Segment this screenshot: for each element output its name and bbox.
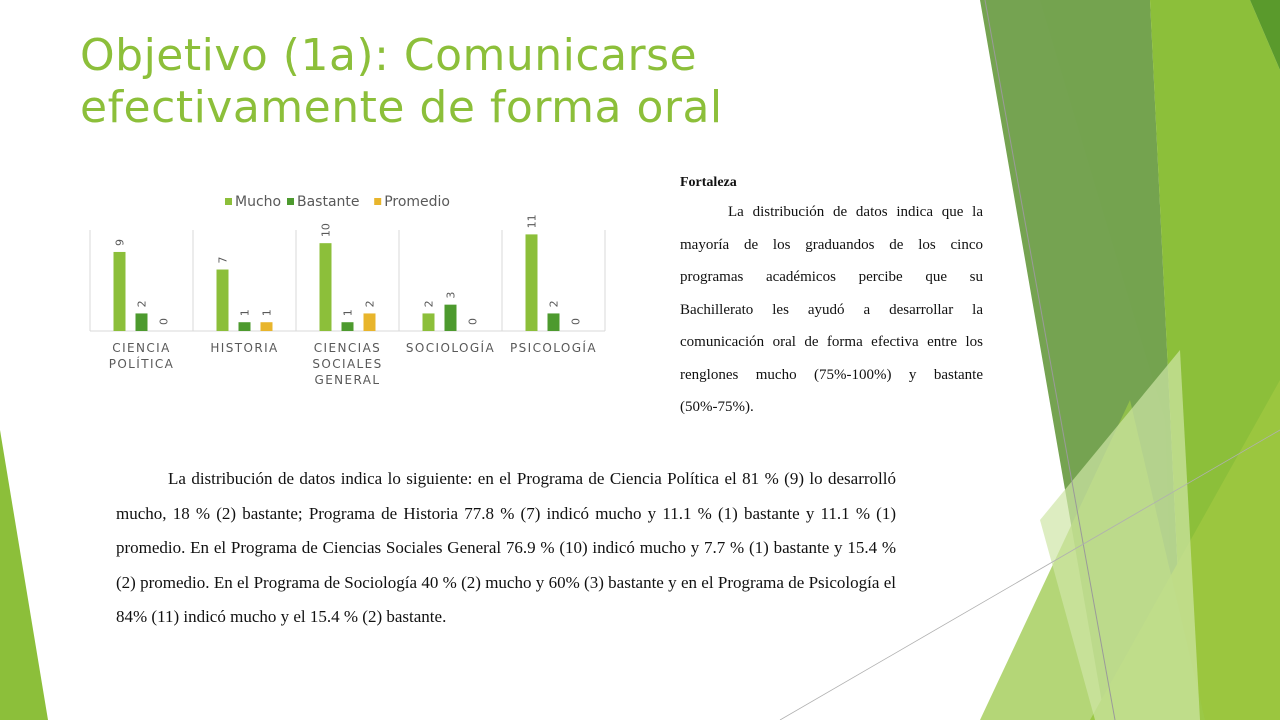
- category-label-4-0: PSICOLOGÍA: [510, 341, 597, 355]
- data-label-0-0: 9: [113, 238, 127, 246]
- data-label-4-2: 0: [569, 318, 583, 325]
- strength-heading: Fortaleza: [680, 175, 737, 190]
- data-label-3-0: 2: [422, 300, 436, 308]
- category-label-2-0: CIENCIAS: [313, 341, 382, 355]
- bar-0-0: [114, 252, 126, 331]
- category-label-3-0: SOCIOLOGÍA: [405, 341, 496, 355]
- bar-4-1: [548, 313, 560, 331]
- data-label-0-1: 2: [135, 300, 149, 308]
- bar-2-0: [320, 243, 332, 331]
- data-label-0-2: 0: [157, 318, 171, 325]
- bar-0-1: [136, 313, 148, 331]
- legend-label-2: Promedio: [384, 194, 451, 210]
- category-label-1-0: HISTORIA: [210, 341, 279, 355]
- bar-1-0: [217, 270, 229, 331]
- data-label-4-0: 11: [525, 214, 539, 229]
- data-label-1-0: 7: [216, 256, 230, 264]
- category-label-2-1: SOCIALES: [312, 357, 383, 371]
- bar-3-1: [445, 305, 457, 331]
- data-label-2-2: 2: [363, 300, 377, 308]
- bar-4-0: [526, 234, 538, 331]
- category-label-2-2: GENERAL: [314, 373, 381, 387]
- bar-1-2: [261, 322, 273, 331]
- bar-3-0: [423, 313, 435, 331]
- data-label-2-0: 10: [319, 223, 333, 238]
- category-label-0-0: CIENCIA: [112, 341, 171, 355]
- legend-swatch-0: [225, 198, 232, 205]
- data-label-1-1: 1: [238, 309, 252, 317]
- bar-chart: [90, 185, 610, 400]
- data-label-3-1: 3: [444, 291, 458, 299]
- slide-title: Objetivo (1a): Comunicarse efectivamente de forma oral: [80, 30, 723, 133]
- data-label-1-2: 1: [260, 309, 274, 317]
- legend-swatch-1: [287, 198, 294, 205]
- summary-paragraph: La distribución de datos indica lo siguiente: en el Programa de Ciencia Política el 81 % (9) lo desarrolló mucho, 18 % (2) bastante; Programa de Historia 77.8 % (7) indicó mucho y 11.1 % (1) bastante y 11.1 % (1) promedio. En el Programa de Ciencias Sociales General 76.9 % (10) indicó mucho y 7.7 % (1) bastante y 15.4 % (2) promedio. En el Programa de Sociología 40 % (2) mucho y 60% (3) bastante y en el Programa de Psicología el 84% (11) indicó mucho y el 15.4 % (2) bastante.: [116, 469, 896, 626]
- legend-label-1: Bastante: [297, 194, 360, 210]
- legend-swatch-2: [374, 198, 381, 205]
- data-label-4-1: 2: [547, 300, 561, 308]
- bar-2-2: [364, 313, 376, 331]
- strength-text: La distribución de datos indica que la mayoría de los graduandos de los cinco programas académicos percibe que su Bachillerato les ayudó a desarrollar la comunicación oral de forma efectiva entre los renglones mucho (75%-100%) y bastante (50%-75%).: [680, 204, 983, 415]
- bar-1-1: [239, 322, 251, 331]
- legend-label-0: Mucho: [235, 194, 282, 210]
- data-label-2-1: 1: [341, 309, 355, 317]
- bar-2-1: [342, 322, 354, 331]
- category-label-0-1: POLÍTICA: [108, 357, 175, 371]
- strength-panel: [680, 170, 983, 424]
- data-label-3-2: 0: [466, 318, 480, 325]
